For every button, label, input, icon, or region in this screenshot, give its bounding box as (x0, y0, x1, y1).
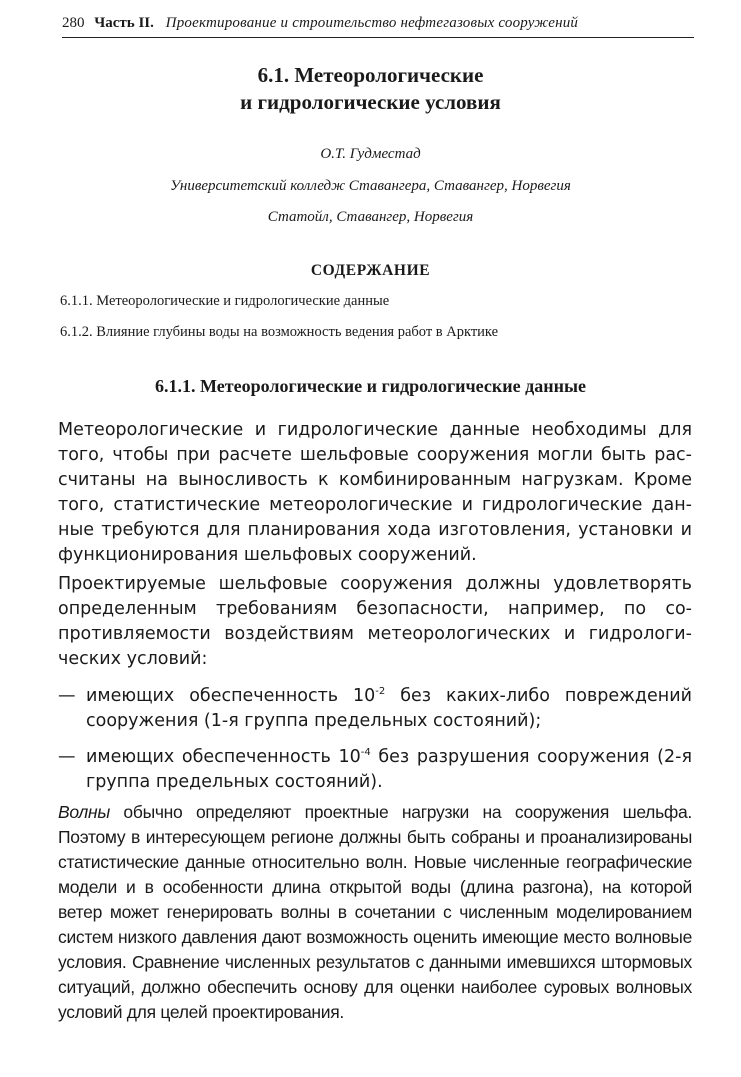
exponent: -4 (360, 747, 371, 758)
dash-marker: — (58, 686, 76, 706)
paragraph-3-text: обычно определяют проектные нагрузки на сооружения шельфа. Поэтому в интересующем регионе должны быть собраны и проанализированы статистические данные относительно волн. Новые численные географические модели и в особенности длина открытой воды (длина разгона), на которой ветер может генерировать волны в сочетании с численным моделированием систем низкого давления дают возможность оценить имеющие место волновые условия. Сравнение численных результатов с данными имевшихся штормовых ситуаций, должно обеспечить основу для оценки наиболее суровых волновых условий для целей проектирования. (58, 802, 692, 1022)
chapter-title-line1: 6.1. Метеорологические (257, 63, 484, 87)
contents-item: 6.1.2. Влияние глубины воды на возможность ведения работ в Арктике (60, 324, 499, 340)
author: О.Т. Гудместад (320, 146, 421, 162)
exponent: -2 (375, 686, 386, 697)
dash-marker: — (58, 747, 76, 767)
affiliation-1: Университетский колледж Ставангера, Ставангер, Норвегия (170, 178, 571, 194)
contents-heading: СОДЕРЖАНИЕ (310, 262, 431, 279)
chapter-title-line2: и гидрологические условия (240, 90, 501, 114)
list-item-text: имеющих обеспеченность $10^{-4}$ без разрушения сооружения (2-я группа предельных состояний). (86, 747, 692, 792)
contents-item: 6.1.1. Метеорологические и гидрологические данные (60, 293, 390, 309)
affiliation-2: Статойл, Ставангер, Норвегия (267, 209, 474, 225)
paragraph-3 (58, 800, 692, 1025)
list-item (58, 745, 692, 795)
list-item (58, 684, 692, 734)
emphasis-term: Волны (58, 802, 110, 822)
running-head-title: Проектирование и строительство нефтегазовых сооружений (165, 15, 579, 31)
page-number: 280 (62, 15, 85, 31)
running-head (62, 13, 694, 38)
paragraph-1: Метеорологические и гидрологические данные необходимы для того, чтобы при расчете шельфовые сооружения могли быть рассчитаны на выносливость к комбинированным нагрузкам. Кроме того, статистические метеорологические и гидрологические данные требуются для планирования хода изготовления, установки и функционирования шельфовых сооружений. (58, 420, 692, 565)
list-item-text: имеющих обеспеченность $10^{-2}$ без каких-либо повреждений сооружения (1-я группа предельных состояний); (86, 686, 692, 731)
paragraph-2: Проектируемые шельфовые сооружения должны удовлетворять определенным требованиям безопасности, например, по сопротивляемости воздействиям метеорологических и гидрологических условий: (58, 574, 692, 669)
section-heading: 6.1.1. Метеорологические и гидрологические данные (155, 376, 586, 396)
chapter-title (60, 62, 681, 116)
part-label: Часть II. (94, 15, 154, 31)
